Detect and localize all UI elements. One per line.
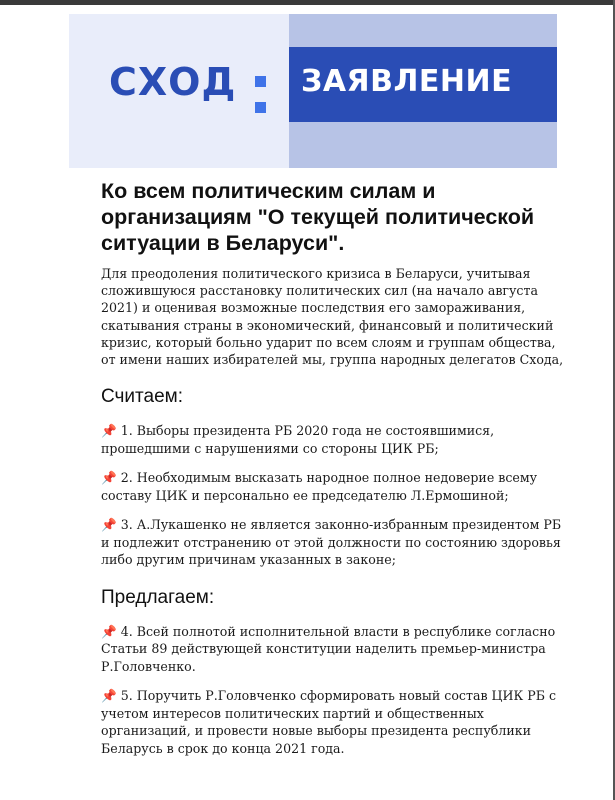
pin-icon: 📌 [101,688,117,704]
list-item-text: 2. Необходимым высказать народное полное недоверие всему составу ЦИК и персонально ее председателю Л.Ермошиной; [101,470,538,503]
logo-colon-icon [255,76,267,114]
list-item [101,422,571,457]
pin-icon: 📌 [101,423,117,439]
pin-icon: 📌 [101,623,117,639]
list-item-text: 5. Поручить Р.Головченко сформировать новый состав ЦИК РБ с учетом интересов политических партий и общественных организаций, и провести новые выборы президента республики Беларусь в срок до конца 2021 года. [101,688,557,756]
list-item-text: 1. Выборы президента РБ 2020 года не состоявшимися, прошедшими с нарушениями со стороны ЦИК РБ; [101,423,495,456]
header-banner [69,14,557,168]
pin-icon: 📌 [101,517,117,533]
list-item [101,623,571,676]
section-heading: Предлагаем: [101,586,215,608]
list-item [101,516,571,569]
document-body [101,178,571,769]
section-heading: Считаем: [101,386,183,408]
intro-paragraph: Для преодоления политического кризиса в Беларуси, учитывая сложившуюся расстановку политических сил (на начало августа 2021) и оценивая возможные последствия его замораживания, скатывания страны в экономический, финансовый и политический кризис, который больно ударит по всем слоям и группам общества, от имени наших избирателей мы, группа народных делегатов Схода, [101,266,564,368]
list-item [101,469,571,504]
list-item [101,687,571,757]
window-top-border [0,0,615,5]
pin-icon: 📌 [101,470,117,486]
document-title: Ко всем политическим силам и организациям "О текущей политической ситуации в Беларуси". [101,179,535,255]
logo-text: СХОД [109,60,237,104]
list-item-text: 4. Всей полнотой исполнительной власти в республике согласно Статьи 89 действующей конституции наделить премьер-министра Р.Головченко. [101,623,556,674]
list-item-text: 3. А.Лукашенко не является законно-избранным президентом РБ и подлежит отстранению от этой должности по состоянию здоровья либо другим причинам указанных в законе; [101,517,562,568]
banner-tag: ЗАЯВЛЕНИЕ [301,64,513,99]
